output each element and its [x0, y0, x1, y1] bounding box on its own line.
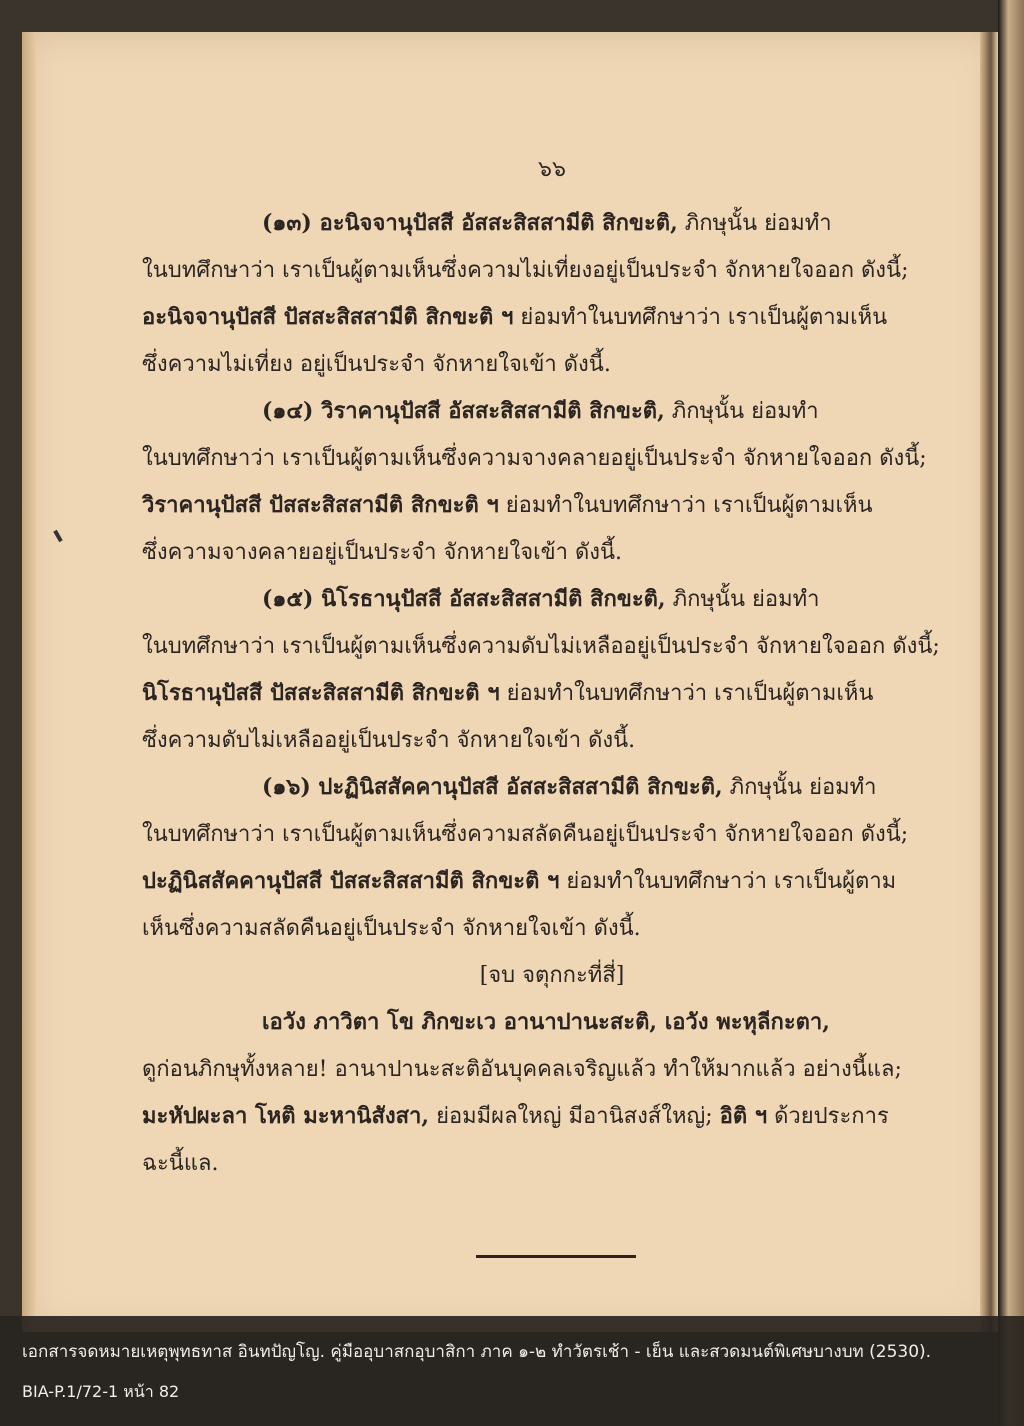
thai-text: ดูก่อนภิกษุทั้งหลาย! อานาปานะสะติอันบุคคลเจริญแล้ว ทำให้มากแล้ว อย่างนี้แล; [142, 1057, 902, 1082]
pali-text: มะหัปผะลา โหติ มะหานิสังสา, [142, 1103, 430, 1129]
page-edge-left [22, 32, 36, 1332]
thai-text: ภิกษุนั้น ย่อมทำ [665, 587, 820, 612]
pali-text: (๑๖) ปะฏินิสสัคคานุปัสสี อัสสะสิสสามีติ สิกขะติ, [262, 774, 723, 800]
book-spine-edge [998, 0, 1024, 1426]
text-line [142, 1046, 922, 1093]
thai-text: ฉะนี้แล. [142, 1151, 219, 1176]
thai-text: เห็นซึ่งความสลัดคืนอยู่เป็นประจำ จักหายใจเข้า ดังนี้. [142, 916, 641, 941]
thai-text: ย่อมทำในบทศึกษาว่า เราเป็นผู้ตาม [559, 869, 897, 894]
caption-citation: เอกสารจดหมายเหตุพุทธทาส อินทปัญโญ. คู่มืออุบาสกอุบาสิกา ภาค ๑-๒ ทำวัตรเช้า - เย็น และสวดมนต์พิเศษบางบท (2530). [22, 1342, 932, 1362]
paragraph [142, 576, 940, 764]
thai-text: ภิกษุนั้น ย่อมทำ [722, 775, 877, 800]
closing-paragraph [142, 999, 922, 1187]
text-line [142, 811, 922, 858]
text-line [142, 388, 922, 435]
pali-text: นิโรธานุปัสสี ปัสสะสิสสามีติ สิกขะติ ฯ [142, 680, 500, 706]
paragraph [142, 764, 922, 952]
text-line [142, 1140, 922, 1187]
archive-caption-bar [0, 1316, 1024, 1426]
thai-text: ซึ่งความจางคลายอยู่เป็นประจำ จักหายใจเข้า ดังนี้. [142, 540, 623, 565]
pali-text: ปะฏินิสสัคคานุปัสสี ปัสสะสิสสามีติ สิกขะติ ฯ [142, 868, 560, 894]
text-line [142, 1093, 922, 1140]
pali-text: (๑๓) อะนิจจานุปัสสี อัสสะสิสสามีติ สิกขะติ, [262, 210, 678, 236]
page-number: ๖๖ [538, 157, 566, 182]
text-line [142, 435, 927, 482]
section-end-note: [จบ จตุกกะที่สี่] [479, 963, 625, 988]
thai-text: ซึ่งความไม่เที่ยง อยู่เป็นประจำ จักหายใจเข้า ดังนี้. [142, 352, 611, 377]
end-rule [476, 1255, 636, 1258]
text-line [142, 294, 922, 341]
text-line [142, 529, 922, 576]
text-line [142, 717, 922, 764]
text-line [142, 341, 922, 388]
thai-text: ซึ่งความดับไม่เหลืออยู่เป็นประจำ จักหายใจเข้า ดังนี้. [142, 728, 636, 753]
text-line [142, 200, 922, 247]
text-line [142, 670, 922, 717]
text-line [142, 482, 922, 529]
thai-text: ในบทศึกษาว่า เราเป็นผู้ตามเห็นซึ่งความจางคลายอยู่เป็นประจำ จักหายใจออก ดังนี้; [142, 446, 927, 471]
text-line [142, 247, 922, 294]
thai-text: ภิกษุนั้น ย่อมทำ [664, 399, 819, 424]
pali-text: อะนิจจานุปัสสี ปัสสะสิสสามีติ สิกขะติ ฯ [142, 304, 514, 330]
page-edge-right [980, 32, 998, 1332]
paragraph-list [142, 200, 940, 952]
thai-text: ย่อมทำในบทศึกษาว่า เราเป็นผู้ตามเห็น [498, 493, 873, 518]
thai-text: ย่อมมีผลใหญ่ มีอานิสงส์ใหญ่; [429, 1104, 720, 1129]
thai-text: ย่อมทำในบทศึกษาว่า เราเป็นผู้ตามเห็น [513, 305, 888, 330]
thai-text: ด้วยประการ [767, 1104, 889, 1129]
text-line [142, 764, 922, 811]
pali-text: (๑๔) วิราคานุปัสสี อัสสะสิสสามีติ สิกขะติ, [262, 398, 665, 424]
text-line [142, 623, 940, 670]
page-content [142, 150, 940, 1187]
thai-text: ในบทศึกษาว่า เราเป็นผู้ตามเห็นซึ่งความไม่เที่ยงอยู่เป็นประจำ จักหายใจออก ดังนี้; [142, 258, 909, 283]
thai-text: ในบทศึกษาว่า เราเป็นผู้ตามเห็นซึ่งความดับไม่เหลืออยู่เป็นประจำ จักหายใจออก ดังนี้; [142, 634, 940, 659]
text-line [142, 576, 922, 623]
thai-text: ย่อมทำในบทศึกษาว่า เราเป็นผู้ตามเห็น [499, 681, 874, 706]
text-line [142, 905, 922, 952]
pali-text: เอวัง ภาวิตา โข ภิกขะเว อานาปานะสะติ, เอวัง พะหุลีกะตา, [262, 1009, 830, 1035]
thai-text: ในบทศึกษาว่า เราเป็นผู้ตามเห็นซึ่งความสลัดคืนอยู่เป็นประจำ จักหายใจออก ดังนี้; [142, 822, 909, 847]
pali-text: อิติ ฯ [719, 1103, 768, 1129]
paragraph [142, 200, 922, 388]
thai-text: ภิกษุนั้น ย่อมทำ [677, 211, 832, 236]
caption-reference: BIA-P.1/72-1 หน้า 82 [22, 1382, 180, 1401]
text-line [142, 858, 922, 905]
paragraph [142, 388, 927, 576]
pali-text: วิราคานุปัสสี ปัสสะสิสสามีติ สิกขะติ ฯ [142, 492, 499, 518]
pali-text: (๑๕) นิโรธานุปัสสี อัสสะสิสสามีติ สิกขะติ, [262, 586, 666, 612]
text-line [142, 999, 922, 1046]
